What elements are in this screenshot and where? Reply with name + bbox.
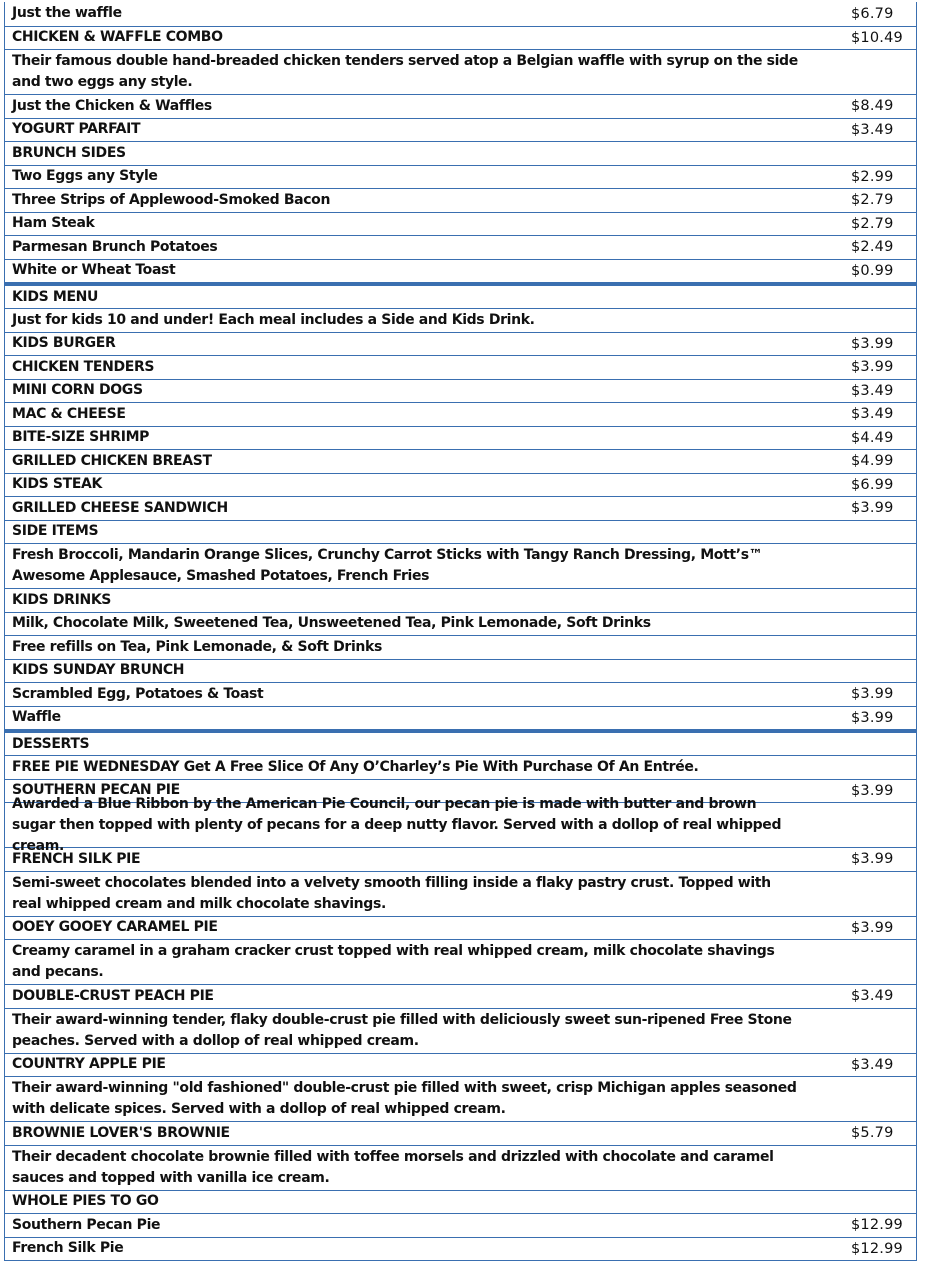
menu-row <box>5 188 916 212</box>
menu-item-text: OOEY GOOEY CARAMEL PIE <box>12 919 218 936</box>
menu-row <box>5 916 916 940</box>
menu-item-text: Southern Pecan Pie <box>12 1216 161 1233</box>
menu-row <box>5 379 916 403</box>
menu-item-text: DESSERTS <box>12 735 90 752</box>
menu-row <box>5 847 916 871</box>
menu-row <box>5 118 916 142</box>
menu-item-text: YOGURT PARFAIT <box>12 121 141 138</box>
menu-item-text: Creamy caramel in a graham cracker crust topped with real whipped cream, milk chocolate shavings and pecans. <box>12 943 775 980</box>
menu-row <box>5 984 916 1008</box>
menu-item-text: SOUTHERN PECAN PIE <box>12 782 180 799</box>
menu-item-price: $0.99 <box>851 262 894 279</box>
menu-row <box>5 795 916 854</box>
menu-item-price: $3.49 <box>851 121 894 138</box>
menu-item-text: KIDS MENU <box>12 288 99 305</box>
menu-row <box>5 49 916 94</box>
menu-row <box>5 635 916 659</box>
menu-item-price: $3.49 <box>851 988 894 1005</box>
menu-item-price: $5.79 <box>851 1125 894 1142</box>
menu-item-text: KIDS STEAK <box>12 476 103 493</box>
menu-item-text: Milk, Chocolate Milk, Sweetened Tea, Unsweetened Tea, Pink Lemonade, Soft Drinks <box>12 615 651 632</box>
menu-row <box>5 473 916 497</box>
menu-row <box>5 1121 916 1145</box>
menu-row <box>5 449 916 473</box>
menu-item-text: KIDS SUNDAY BRUNCH <box>12 662 185 679</box>
menu-item-text: CHICKEN & WAFFLE COMBO <box>12 29 223 46</box>
menu-item-text: BROWNIE LOVER'S BROWNIE <box>12 1124 230 1141</box>
menu-item-text: KIDS DRINKS <box>12 591 112 608</box>
menu-item-text: BITE-SIZE SHRIMP <box>12 429 150 446</box>
menu-item-text: Awarded a Blue Ribbon by the American Pie Council, our pecan pie is made with butter and brown sugar then topped with plenty of pecans for a deep nutty flavor. Served with a dollop of real whipped cream. <box>12 795 782 854</box>
menu-item-price: $10.49 <box>851 29 903 46</box>
menu-item-price: $12.99 <box>851 1217 903 1234</box>
menu-item-text: CHICKEN TENDERS <box>12 358 155 375</box>
menu-item-price: $3.99 <box>851 851 894 868</box>
menu-row <box>5 94 916 118</box>
menu-row <box>5 426 916 450</box>
menu-item-text: MINI CORN DOGS <box>12 382 143 399</box>
menu-item-text: Their award-winning "old fashioned" double-crust pie filled with sweet, crisp Michigan apples seasoned with delicate spices. Served with a dollop of real whipped cream. <box>12 1080 797 1117</box>
menu-row <box>5 682 916 706</box>
menu-row <box>5 212 916 236</box>
menu-item-text: Ham Steak <box>12 215 95 232</box>
menu-item-text: SIDE ITEMS <box>12 523 99 540</box>
menu-item-text: GRILLED CHICKEN BREAST <box>12 452 212 469</box>
menu-item-price: $2.99 <box>851 168 894 185</box>
menu-item-price: $6.99 <box>851 476 894 493</box>
menu-row <box>5 1190 916 1214</box>
menu-row <box>5 543 916 588</box>
menu-row <box>5 520 916 544</box>
menu-row <box>5 141 916 165</box>
menu-item-price: $12.99 <box>851 1240 903 1257</box>
menu-item-text: BRUNCH SIDES <box>12 144 126 161</box>
menu-row <box>5 755 916 779</box>
menu-row <box>5 939 916 984</box>
menu-item-price: $3.99 <box>851 359 894 376</box>
menu-row <box>5 1053 916 1077</box>
menu-item-price: $3.99 <box>851 782 894 799</box>
menu-row <box>5 259 916 283</box>
menu-item-text: DOUBLE-CRUST PEACH PIE <box>12 987 214 1004</box>
menu-row <box>5 871 916 916</box>
menu-item-text: Two Eggs any Style <box>12 168 158 185</box>
menu-row <box>5 588 916 612</box>
menu-item-text: Their decadent chocolate brownie filled with toffee morsels and drizzled with chocolate and caramel sauces and topped with vanilla ice cream. <box>12 1148 774 1186</box>
menu-row <box>5 26 916 50</box>
menu-item-price: $2.79 <box>851 192 894 209</box>
menu-item-text: Just the Chicken & Waffles <box>12 97 212 114</box>
menu-item-price: $3.99 <box>851 686 894 703</box>
menu-item-price: $3.99 <box>851 709 894 726</box>
menu-item-text: Three Strips of Applewood-Smoked Bacon <box>12 191 331 208</box>
menu-row <box>5 1008 916 1053</box>
menu-row <box>5 235 916 259</box>
menu-item-price: $3.99 <box>851 335 894 352</box>
menu-row <box>5 1145 916 1190</box>
menu-row <box>5 282 916 308</box>
menu-item-text: Semi-sweet chocolates blended into a velvety smooth filling inside a flaky pastry crust. Topped with real whipped cream and milk chocolate shavings. <box>12 874 771 912</box>
menu-item-text: Scrambled Egg, Potatoes & Toast <box>12 685 264 702</box>
menu-item-text: WHOLE PIES TO GO <box>12 1193 159 1210</box>
menu-item-price: $3.49 <box>851 382 894 399</box>
menu-item-text: GRILLED CHEESE SANDWICH <box>12 499 228 516</box>
menu-item-price: $2.79 <box>851 215 894 232</box>
menu-item-price: $2.49 <box>851 239 894 256</box>
menu-item-text: Waffle <box>12 709 61 726</box>
menu-row <box>5 332 916 356</box>
menu-table <box>4 2 917 1261</box>
menu-item-price: $4.49 <box>851 429 894 446</box>
menu-item-text: Fresh Broccoli, Mandarin Orange Slices, Crunchy Carrot Sticks with Tangy Ranch Dressing, Mott’s™ Awesome Applesauce, Smashed Potatoes, French Fries <box>12 547 763 584</box>
menu-row <box>5 1237 916 1261</box>
menu-item-price: $3.49 <box>851 406 894 423</box>
menu-row <box>5 2 916 26</box>
menu-item-price: $3.99 <box>851 500 894 517</box>
menu-item-text: KIDS BURGER <box>12 335 116 352</box>
menu-row <box>5 402 916 426</box>
menu-item-price: $8.49 <box>851 98 894 115</box>
menu-row <box>5 1213 916 1237</box>
menu-item-text: FRENCH SILK PIE <box>12 850 141 867</box>
menu-item-text: Their famous double hand-breaded chicken tenders served atop a Belgian waffle with syrup on the side and two eggs any style. <box>12 53 798 90</box>
menu-row <box>5 612 916 636</box>
menu-item-price: $4.99 <box>851 453 894 470</box>
menu-item-text: COUNTRY APPLE PIE <box>12 1056 166 1073</box>
menu-item-text: Their award-winning tender, flaky double-crust pie filled with deliciously sweet sun-ripened Free Stone peaches. Served with a dollop of real whipped cream. <box>12 1011 792 1049</box>
menu-item-price: $3.49 <box>851 1056 894 1073</box>
menu-item-text: Just for kids 10 and under! Each meal includes a Side and Kids Drink. <box>12 311 535 328</box>
menu-item-text: Parmesan Brunch Potatoes <box>12 238 218 255</box>
menu-item-text: Just the waffle <box>12 5 122 22</box>
menu-row <box>5 1076 916 1121</box>
menu-item-text: FREE PIE WEDNESDAY Get A Free Slice Of Any O’Charley’s Pie With Purchase Of An Entrée. <box>12 758 699 775</box>
menu-row <box>5 308 916 332</box>
menu-item-price: $3.99 <box>851 919 894 936</box>
menu-row <box>5 706 916 730</box>
menu-row <box>5 496 916 520</box>
menu-item-text: Free refills on Tea, Pink Lemonade, & Soft Drinks <box>12 638 382 655</box>
menu-row <box>5 355 916 379</box>
menu-row <box>5 729 916 755</box>
menu-item-text: MAC & CHEESE <box>12 405 126 422</box>
menu-item-text: White or Wheat Toast <box>12 262 176 279</box>
menu-row <box>5 165 916 189</box>
menu-item-text: French Silk Pie <box>12 1240 124 1257</box>
menu-item-price: $6.79 <box>851 5 894 22</box>
menu-row <box>5 659 916 683</box>
